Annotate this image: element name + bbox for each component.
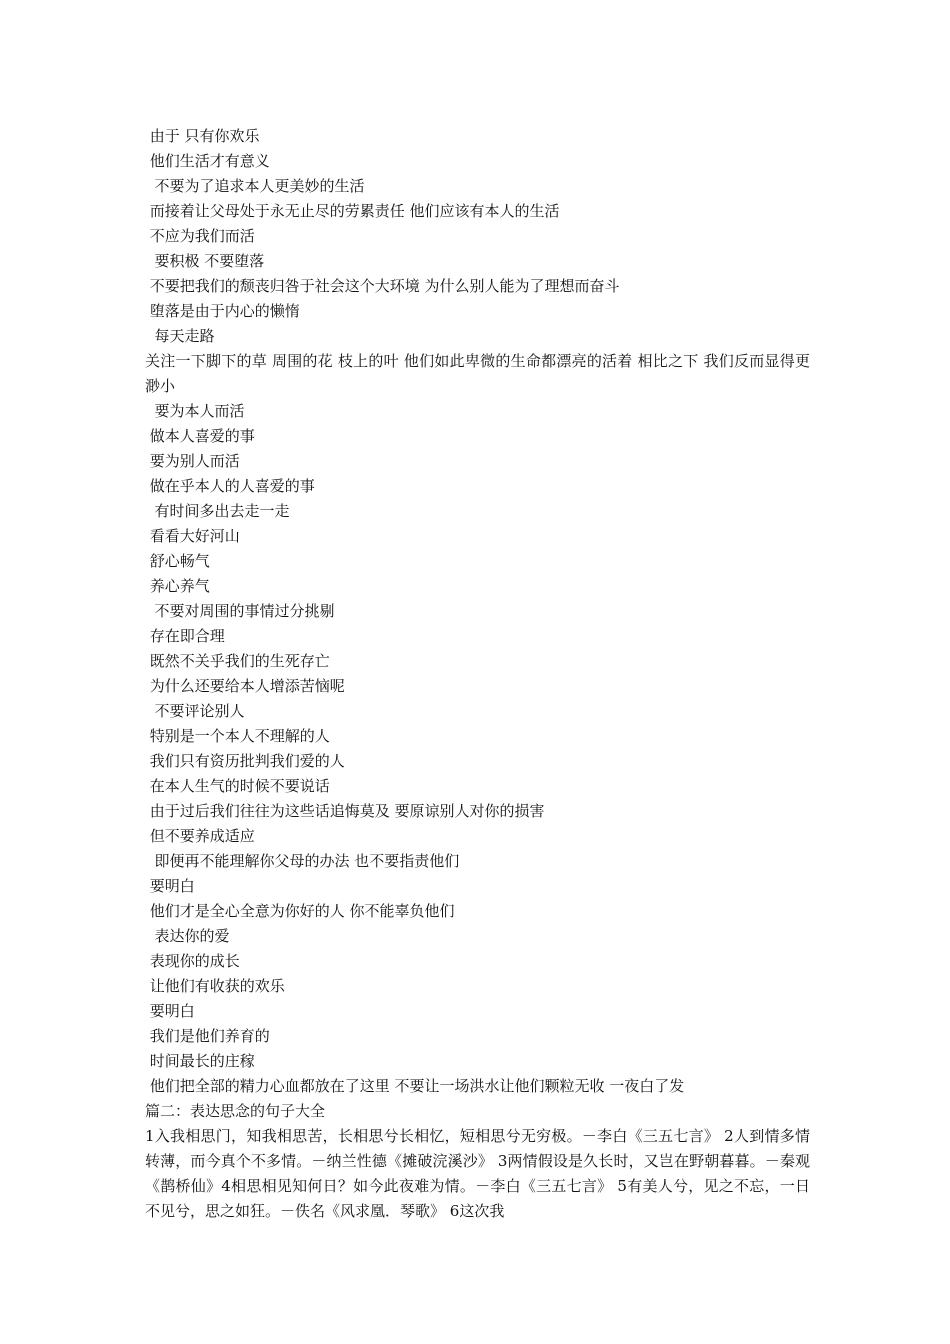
text-line: 由于过后我们往往为这些话追悔莫及 要原谅别人对你的损害 (145, 802, 545, 820)
text-line: 让他们有收获的欢乐 (145, 977, 285, 995)
text-line: 要明白 (145, 877, 195, 895)
text-line: 为什么还要给本人增添苦恼呢 (145, 677, 345, 695)
text-line: 他们生活才有意义 (145, 152, 270, 170)
text-line: 而接着让父母处于永无止尽的劳累责任 他们应该有本人的生活 (145, 202, 560, 220)
text-line: 我们只有资历批判我们爱的人 (145, 752, 345, 770)
text-line: 做本人喜爱的事 (145, 427, 255, 445)
text-line: 不应为我们而活 (145, 227, 255, 245)
text-line: 由于 只有你欢乐 (145, 127, 260, 145)
text-line: 要积极 不要堕落 (145, 252, 265, 270)
text-line: 养心养气 (145, 577, 210, 595)
text-line: 不要对周围的事情过分挑剔 (145, 602, 335, 620)
text-line: 我们是他们养育的 (145, 1027, 270, 1045)
text-line: 在本人生气的时候不要说话 (145, 777, 330, 795)
text-line: 每天走路 (145, 327, 215, 345)
text-line: 不要评论别人 (145, 702, 245, 720)
text-line: 他们才是全心全意为你好的人 你不能辜负他们 (145, 902, 455, 920)
text-line: 舒心畅气 (145, 552, 210, 570)
text-line: 要为本人而活 (145, 402, 245, 420)
text-line: 表达你的爱 (145, 927, 230, 945)
text-line: 做在乎本人的人喜爱的事 (145, 477, 315, 495)
section-heading: 篇二：表达思念的句子大全 (145, 1102, 326, 1120)
document-body (145, 124, 810, 1224)
text-line: 要明白 (145, 1002, 195, 1020)
text-line: 即便再不能理解你父母的办法 也不要指责他们 (145, 852, 460, 870)
text-line: 有时间多出去走一走 (145, 502, 290, 520)
text-line: 存在即合理 (145, 627, 225, 645)
text-line: 不要把我们的颓丧归咎于社会这个大环境 为什么别人能为了理想而奋斗 (145, 277, 620, 295)
text-line: 但不要养成适应 (145, 827, 255, 845)
paragraph: 关注一下脚下的草 周围的花 枝上的叶 他们如此卑微的生命都漂亮的活着 相比之下 我们反而显得更渺小 (145, 352, 810, 395)
text-line: 他们把全部的精力心血都放在了这里 不要让一场洪水让他们颗粒无收 一夜白了发 (145, 1077, 685, 1095)
text-line: 要为别人而活 (145, 452, 240, 470)
text-line: 表现你的成长 (145, 952, 240, 970)
paragraph: 1入我相思门，知我相思苦，长相思兮长相忆，短相思兮无穷极。－李白《三五七言》 2人到情多情转薄，而今真个不多情。－纳兰性德《摊破浣溪沙》 3两情假设是久长时，又岂在野朝暮暮。－秦观《鹊桥仙》4相思相见知何日？如今此夜难为情。－李白《三五七言》 5有美人兮，见之不忘，一日不见兮，思之如狂。－佚名《风求凰．琴歌》 6这次我 (145, 1127, 810, 1220)
text-line: 时间最长的庄稼 (145, 1052, 255, 1070)
text-line: 看看大好河山 (145, 527, 240, 545)
text-line: 特别是一个本人不理解的人 (145, 727, 330, 745)
text-line: 堕落是由于内心的懒惰 (145, 302, 300, 320)
text-line: 既然不关乎我们的生死存亡 (145, 652, 330, 670)
text-line: 不要为了追求本人更美妙的生活 (145, 177, 365, 195)
